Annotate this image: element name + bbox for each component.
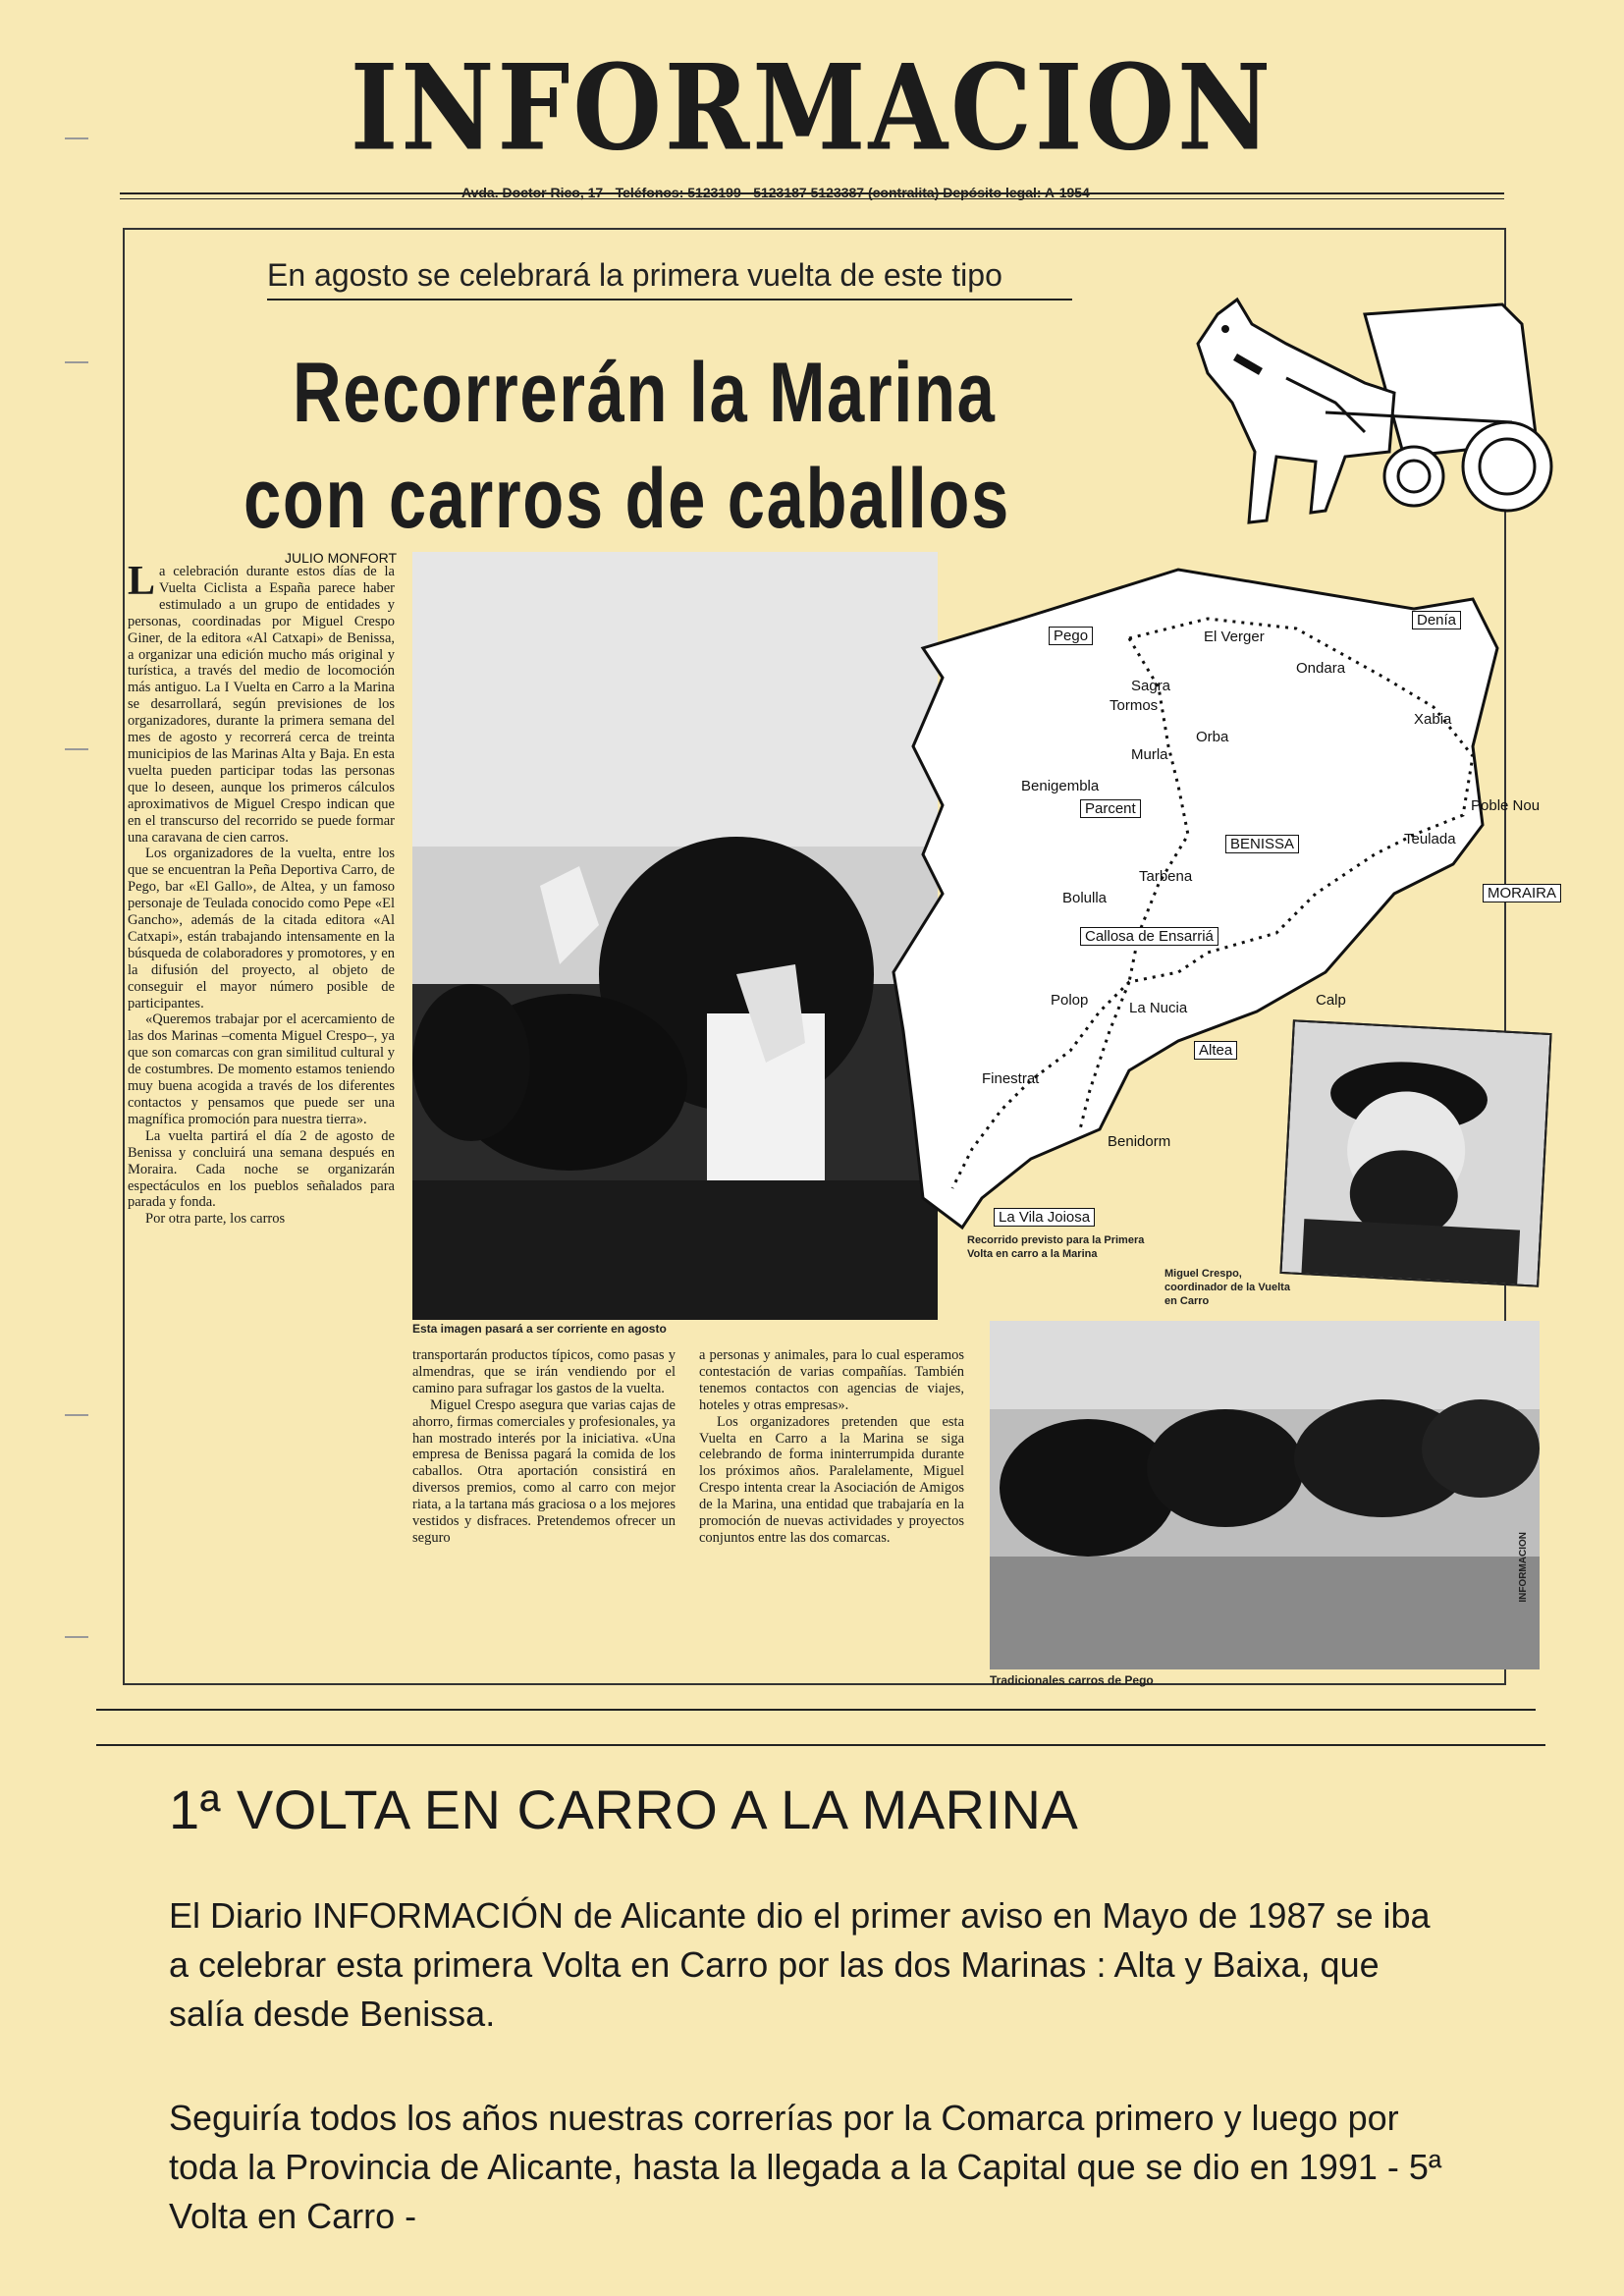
column-2-paragraph: Miguel Crespo asegura que varias cajas de ahorro, firmas comerciales y profesionales, ya han mostrado interés por la iniciativa. «Una empresa de Benissa pagará la comida de los caballos. Otra aportación consistirá en diversos premios, como al carro con mejor riata, a la tartana más graciosa o a los mejores vestidos y disfraces. Pretendemos ofrecer un seguro — [412, 1396, 676, 1546]
horse-carriage-photo — [412, 552, 938, 1320]
scan-mark — [65, 748, 88, 750]
column-1-paragraph: La vuelta partirá el día 2 de agosto de Benissa y concluirá una semana después en Moraira. Cada noche se organizarán espectáculos en los pueblos señalados para parada y fonda. — [128, 1127, 395, 1211]
column-1-paragraph: Por otra parte, los carros — [145, 1211, 286, 1228]
map-town-label: Murla — [1131, 746, 1168, 763]
map-town-label: El Verger — [1204, 629, 1265, 645]
map-town-label: Teulada — [1404, 831, 1456, 847]
map-caption: Recorrido previsto para la Primera Volta en carro a la Marina — [967, 1234, 1145, 1260]
bottom-rule — [96, 1744, 1545, 1746]
headline-line-1: Recorrerán la Marina — [293, 346, 997, 440]
map-town-label: Poble Nou — [1471, 797, 1541, 814]
map-town-label: Benidorm — [1108, 1133, 1171, 1150]
map-town-label: Ondara — [1296, 660, 1346, 677]
kicker-underline — [267, 299, 1072, 301]
photo-1-caption: Esta imagen pasará a ser corriente en agosto — [412, 1322, 667, 1336]
column-1-paragraph: a celebración durante estos días de la Vuelta Ciclista a España parece haber estimulado a un grupo de entidades y personas, coordinadas por Miguel Crespo Giner, de la editora «Al Catxapi» de Benissa, a organizar una edición mucho más original y turística, a través del medio de locomoción más antiguo. La I Vuelta en Carro a la Marina se desarrollará, según previsiones de los organizadores, durante la primera semana del mes de agosto y recorrerá cerca de treinta municipios de las Marinas Alta y Baja. En esta vuelta pueden participar todas las personas que lo deseen, aunque los primeros cálculos aproximativos de Miguel Crespo indican que en el transcurso del recorrido se puede formar una caravana de cien carros. — [128, 564, 395, 846]
map-town-label: Calp — [1316, 992, 1346, 1009]
map-town-label: Pego — [1049, 627, 1093, 645]
headline-line-2: con carros de caballos — [244, 452, 1010, 546]
bottom-rule — [96, 1709, 1536, 1711]
drop-cap: L — [128, 564, 156, 604]
map-town-label: La Nucia — [1129, 1000, 1188, 1016]
map-town-label: Finestrat — [982, 1070, 1040, 1087]
column-1-paragraph: «Queremos trabajar por el acercamiento de las dos Marinas –comenta Miguel Crespo–, ya que son comarcas con gran similitud cultural y de costumbres. De momento estamos teniendo muy buena acogida a través de los diferentes contactos y pensamos que puede ser una magnífica promoción para nuestra tierra». — [128, 1011, 395, 1127]
article-column-3 — [699, 1347, 964, 1677]
description-paragraph-1: El Diario INFORMACIÓN de Alicante dio el primer aviso en Mayo de 1987 se iba a celebrar esta primera Volta en Carro por las dos Marinas : Alta y Baixa, que salía desde Benissa. — [169, 1895, 1431, 2034]
article-byline: JULIO MONFORT — [285, 550, 398, 566]
column-2-paragraph: transportarán productos típicos, como pasas y almendras, que se irán vendiendo por el camino para sufragar los gastos de la vuelta. — [412, 1347, 676, 1396]
pego-carts-photo — [990, 1321, 1540, 1669]
map-town-label: Tormos — [1110, 697, 1159, 714]
article-kicker: En agosto se celebrará la primera vuelta de este tipo — [267, 257, 1002, 293]
newspaper-masthead: INFORMACION — [350, 37, 1274, 178]
map-town-label: Callosa de Ensarriá — [1080, 927, 1218, 946]
photo-2-caption: Tradicionales carros de Pego — [990, 1673, 1154, 1687]
article-column-2 — [412, 1347, 676, 1677]
map-town-label: Parcent — [1080, 799, 1141, 818]
scan-mark — [65, 361, 88, 363]
map-town-label: Orba — [1196, 729, 1229, 745]
miguel-crespo-portrait — [1279, 1019, 1551, 1286]
map-town-label: Polop — [1051, 992, 1089, 1009]
scan-mark — [65, 1636, 88, 1638]
map-town-label: Xabia — [1414, 711, 1452, 728]
map-town-label: Denía — [1412, 611, 1461, 629]
page-title: 1ª VOLTA EN CARRO A LA MARINA — [169, 1778, 1079, 1840]
horse-cart-illustration — [1178, 285, 1561, 550]
column-1-paragraph: Los organizadores de la vuelta, entre los que se encuentran la Peña Deportiva Carro, de Pego, bar «El Gallo», de Altea, y un famoso personaje de Teulada conocido como Pepe «El Gancho», además de la citada editora «Al Catxapi», están trabajando intensamente en la búsqueda de colaboradores y promotores, y en la difusión del proyecto, al objeto de conseguir el mayor número posible de participantes. — [128, 846, 395, 1011]
article-headline — [244, 340, 1202, 552]
article-column-1 — [128, 564, 395, 1675]
column-3-paragraph: a personas y animales, para lo cual esperamos contestación de varias compañías. También tenemos contactos con agencias de viajes, hoteles y otras empresas». — [699, 1347, 964, 1413]
map-town-label: Altea — [1194, 1041, 1237, 1060]
map-town-label: Benigembla — [1021, 778, 1100, 794]
map-town-label: Tarbena — [1139, 868, 1193, 885]
map-town-label: Sagra — [1131, 678, 1171, 694]
portrait-image — [1282, 1021, 1550, 1285]
pego-carts-photo-image — [990, 1321, 1540, 1669]
description-paragraph-2: Seguiría todos los años nuestras correrías por la Comarca primero y luego por toda la Provincia de Alicante, hasta la llegada a la Capital que se dio en 1991 - 5ª Volta en Carro - — [169, 2098, 1442, 2236]
map-town-label: MORAIRA — [1483, 884, 1561, 902]
map-town-label: Bolulla — [1062, 890, 1108, 906]
horse-carriage-photo-image — [412, 552, 938, 1320]
column-3-paragraph: Los organizadores pretenden que esta Vuelta en Carro a la Marina se siga celebrando de forma ininterrumpida durante los próximos años. Paralelamente, Miguel Crespo intenta crear la Asociación de Amigos de la Marina, una entidad que trabajaría en la promoción de nuevas actividades y proyectos conjuntos entre las dos comarcas. — [699, 1413, 964, 1546]
vertical-credit: INFORMACION — [1518, 1532, 1529, 1603]
scan-mark — [65, 1414, 88, 1416]
masthead-address: Avda. Doctor Rico, 17 - Teléfonos: 5123199 - 5123187 5123387 (contralita) Depósito legal: A-1954 — [461, 185, 1090, 200]
map-town-label: La Vila Joiosa — [994, 1208, 1095, 1227]
portrait-caption: Miguel Crespo, coordinador de la Vuelta en Carro — [1164, 1268, 1290, 1307]
map-town-label: BENISSA — [1225, 835, 1299, 853]
